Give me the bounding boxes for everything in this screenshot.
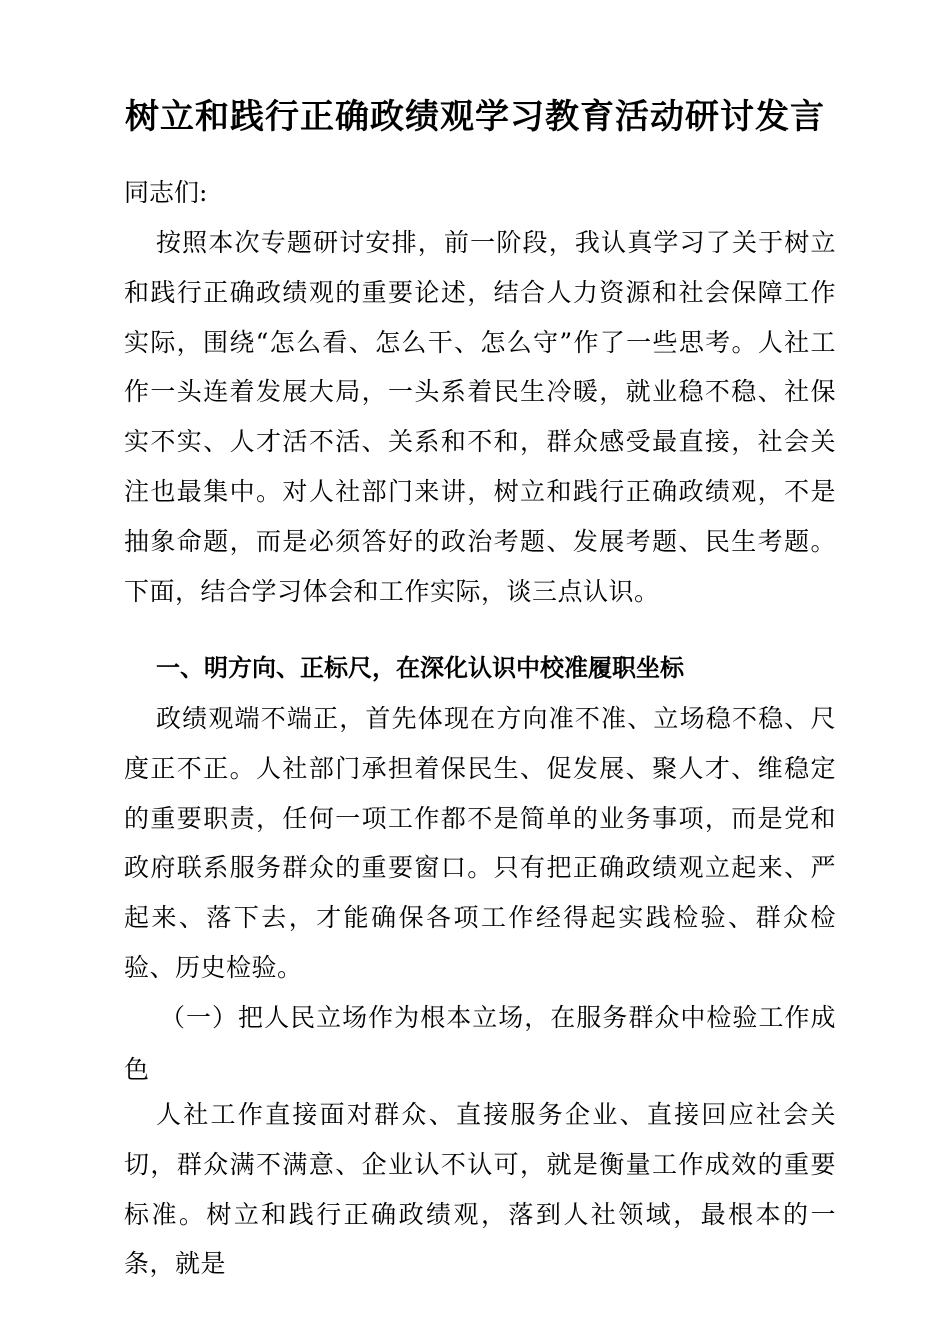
section-1-paragraph: 政绩观端不端正，首先体现在方向准不准、立场稳不稳、尺度正不正。人社部门承担着保民生、促发展、聚人才、维稳定的重要职责，任何一项工作都不是简单的业务事项，而是党和政府联系服务群众的重要窗口。只有把正确政绩观立起来、严起来、落下去，才能确保各项工作经得起实践检验、群众检验、历史检验。	[124, 704, 836, 982]
greeting: 同志们:	[124, 178, 208, 207]
section-heading-1: 一、明方向、正标尺，在深化认识中校准履职坐标	[156, 654, 684, 682]
intro-paragraph: 按照本次专题研讨安排，前一阶段，我认真学习了关于树立和践行正确政绩观的重要论述，结合人力资源和社会保障工作实际，围绕“怎么看、怎么干、怎么守”作了一些思考。人社工作一头连着发展大局，一头系着民生冷暖，就业稳不稳、社保实不实、人才活不活、关系和不和，群众感受最直接，社会关注也最集中。对人社部门来讲，树立和践行正确政绩观，不是抽象命题，而是必须答好的政治考题、发展考题、民生考题。下面，结合学习体会和工作实际，谈三点认识。	[124, 228, 836, 606]
subsection-1-1-paragraph: 人社工作直接面对群众、直接服务企业、直接回应社会关切，群众满不满意、企业认不认可，就是衡量工作成效的重要标准。树立和践行正确政绩观，落到人社领域，最根本的一条，就是	[124, 1100, 836, 1279]
subsection-heading-1-1: （一）把人民立场作为根本立场，在服务群众中检验工作成色	[124, 1003, 836, 1084]
document-title: 树立和践行正确政绩观学习教育活动研讨发言	[125, 97, 825, 137]
